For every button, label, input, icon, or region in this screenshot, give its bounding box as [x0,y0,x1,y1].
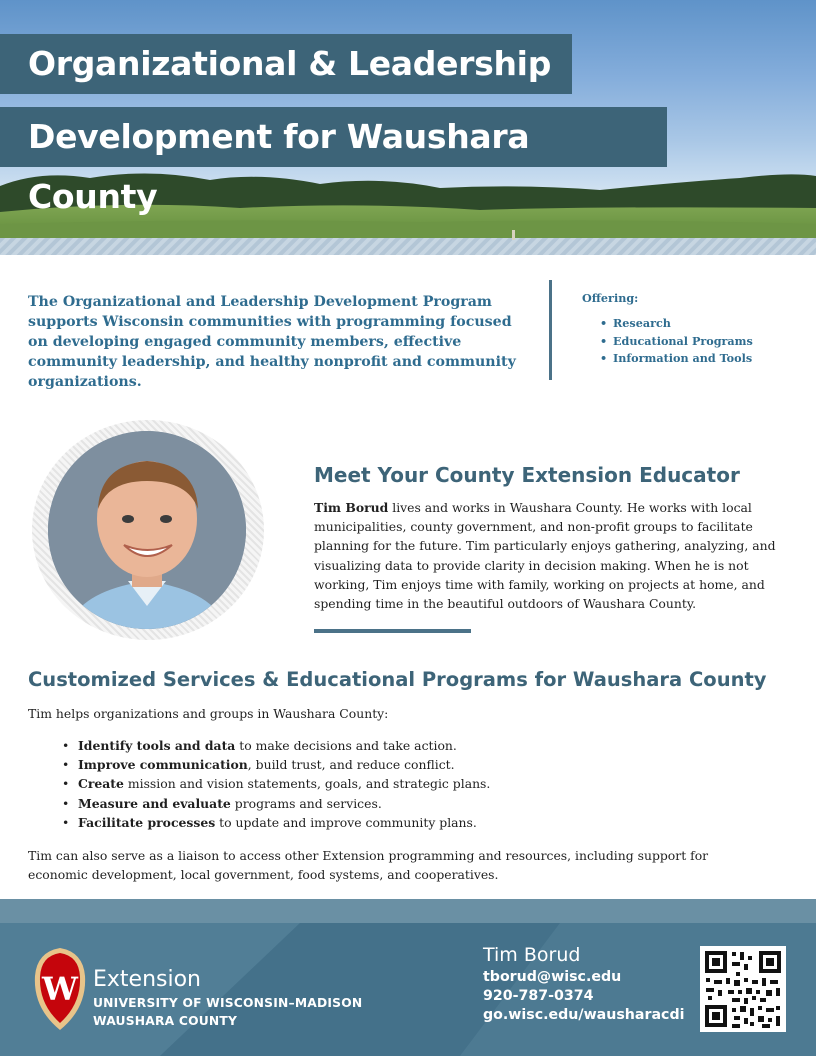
offering-label: Offering: [582,291,639,305]
offering-item: • Research [600,315,802,333]
contact-name: Tim Borud [483,944,581,966]
page-title-line-1: Organizational & Leadership [0,34,572,94]
educator-photo [48,431,246,629]
services-outro: Tim can also serve as a liaison to access other Extension programming and resources, including support for economic development, local government, food systems, and cooperatives. [28,848,709,883]
service-item-key: Identify tools and data [78,738,236,753]
offering-list [582,315,802,368]
contact-email[interactable]: tborud@wisc.edu [483,969,622,985]
header-banner [0,0,816,255]
extension-wordmark: Extension [93,967,202,992]
offering-box [582,291,802,368]
section-rule [314,629,471,633]
crest-letter: W [42,970,78,1008]
services-list [62,736,490,832]
services-heading: Customized Services & Educational Programs for Waushara County [28,668,767,691]
service-item-text: , build trust, and reduce conflict. [247,757,455,773]
contact-url[interactable]: go.wisc.edu/wausharacdi [483,1007,685,1023]
services-intro: Tim helps organizations and groups in Waushara County: [28,706,389,721]
county-name: WAUSHARA COUNTY [93,1014,238,1028]
program-intro: The Organizational and Leadership Development Program supports Wisconsin communities with programming focused on developing engaged community members, effective community leadership, and healthy nonprofit and community organizations. [28,294,516,390]
meet-heading: Meet Your County Extension Educator [314,463,740,487]
service-item-key: Facilitate processes [78,814,216,830]
service-item-key: Measure and evaluate [78,795,231,811]
service-item-key: Create [78,776,124,792]
service-item-text: mission and vision statements, goals, and strategic plans. [123,776,491,792]
service-item [62,774,490,793]
service-item-text: to make decisions and take action. [235,738,457,753]
educator-bio [314,498,784,613]
service-item [62,794,490,813]
divider [549,280,552,380]
service-item [62,755,490,774]
offering-item: • Educational Programs [600,333,802,351]
qr-code-icon[interactable] [700,946,786,1032]
university-name: UNIVERSITY OF WISCONSIN–MADISON [93,996,363,1010]
service-item-key: Improve communication [78,757,248,773]
service-item-text: programs and services. [230,795,382,811]
educator-name: Tim Borud [314,500,389,515]
service-item-text: to update and improve community plans. [215,814,477,830]
uw-crest-logo [33,946,87,1032]
bio-text: lives and works in Waushara County. He works with local municipalities, county government, and non-profit groups to facilitate planning for the future. Tim particularly enjoys gathering, analyzing, and visualizing data to provide clarity in decision making. When he is not working, Tim enjoys time with family, working on projects at home, and spending time in the beautiful outdoors of Waushara County. [314,500,776,612]
service-item [62,736,490,755]
page-title-line-2: Development for Waushara County [0,107,667,167]
offering-item: • Information and Tools [600,350,802,368]
service-item [62,813,490,832]
contact-phone[interactable]: 920-787-0374 [483,988,594,1004]
